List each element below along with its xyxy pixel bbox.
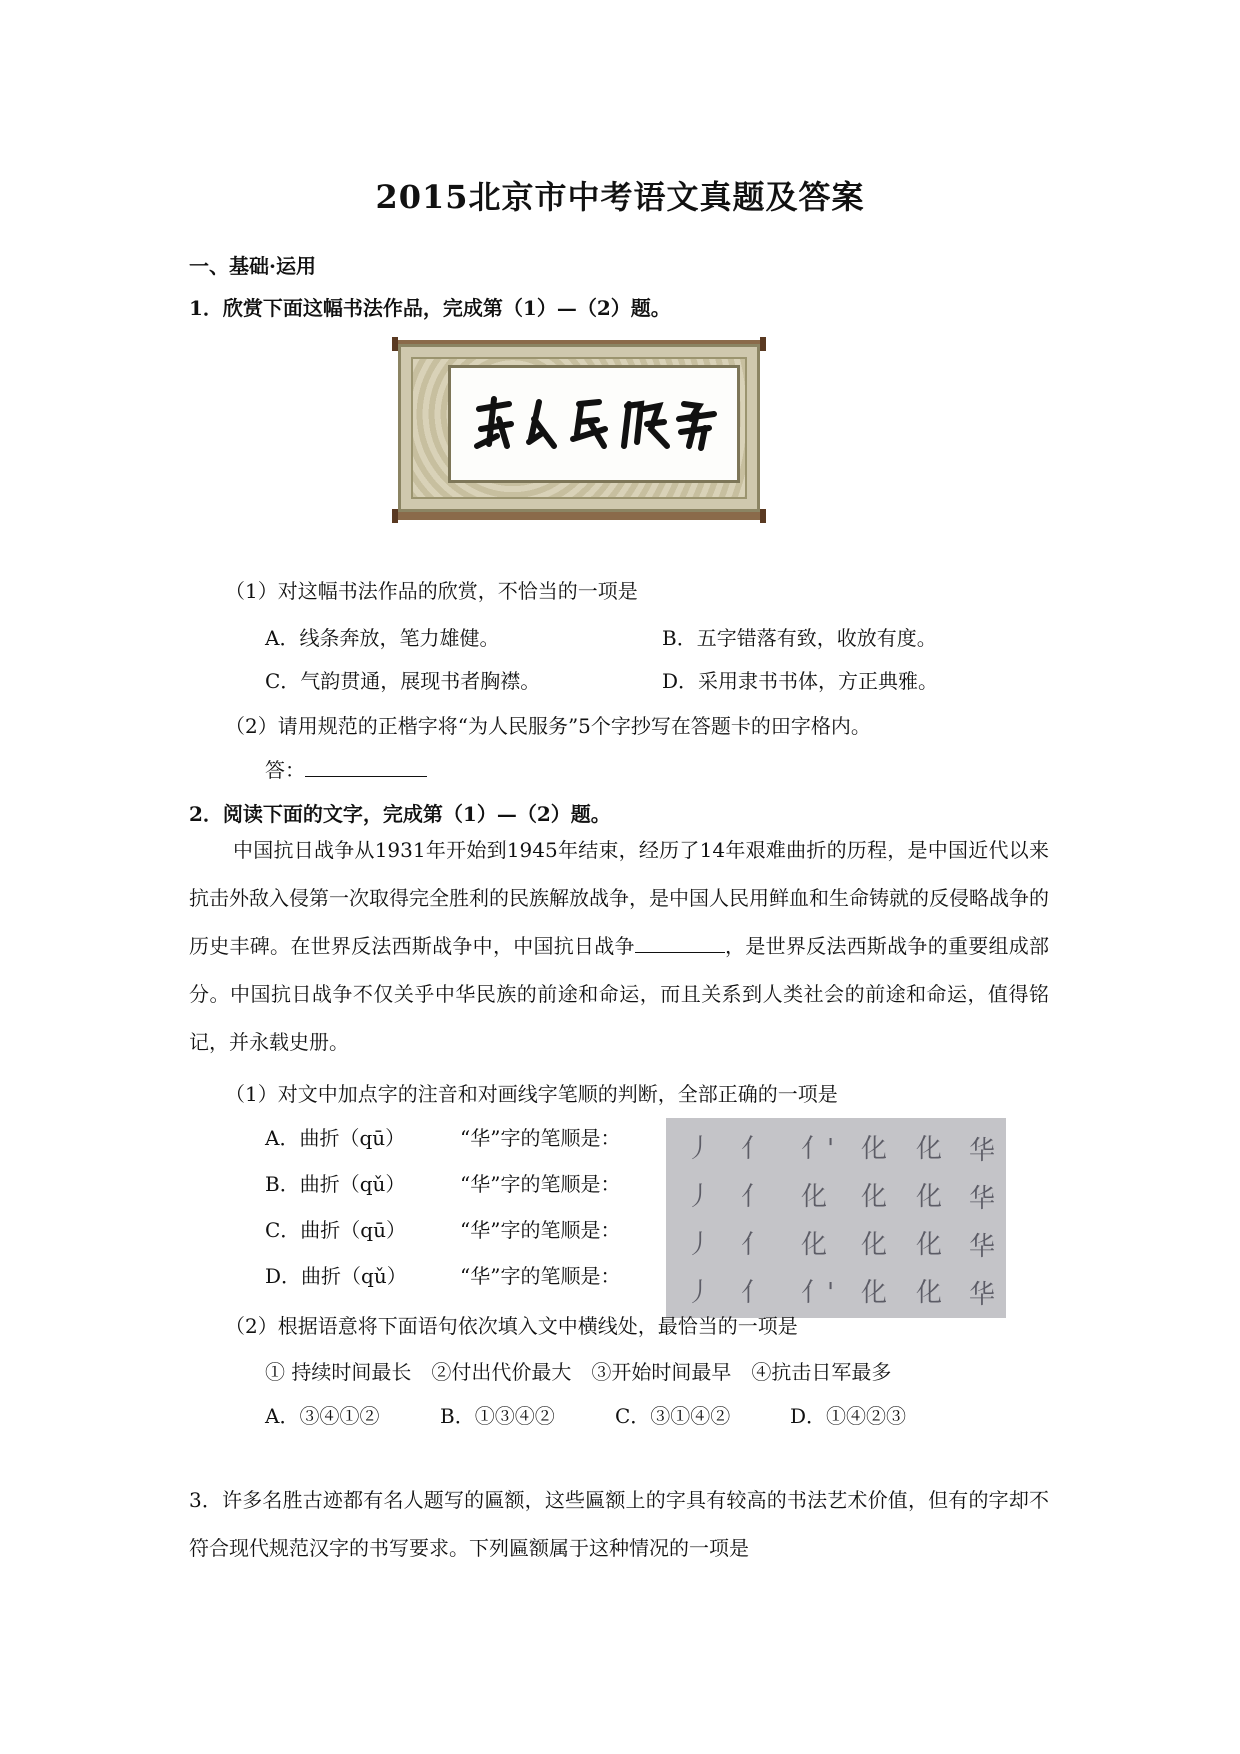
stroke-glyph: 化 xyxy=(861,1182,888,1212)
q1-option-a: A．线条奔放，笔力雄健。 xyxy=(265,626,500,650)
stroke-order-image xyxy=(666,1118,1006,1318)
calligraphy-brush-strokes xyxy=(469,384,719,464)
q1-option-c: C．气韵贯通，展现书者胸襟。 xyxy=(265,669,541,693)
stroke-glyph: 亻 xyxy=(741,1134,768,1164)
scroll-knob xyxy=(760,509,766,523)
stroke-glyph: 化 xyxy=(861,1230,888,1260)
q1-heading: 1．欣赏下面这幅书法作品，完成第（1）—（2）题。 xyxy=(189,296,671,320)
q2-sub2: （2）根据语意将下面语句依次填入文中横线处，最恰当的一项是 xyxy=(225,1314,798,1338)
passage-blank xyxy=(635,932,725,953)
stroke-glyph: 化 xyxy=(916,1230,943,1260)
passage-part-1: 中国抗日战争从1931年开始到1945年结束，经历了14年艰难曲折的历程，是中国近代以来抗击外敌入侵第一次取得完全胜利的民族解放战争，是中国人民用鲜血和生命铸就的反侵略战争的历史丰碑。在世界反法西斯战争中，中国抗日战争 xyxy=(189,838,1049,958)
q1-sub2: （2）请用规范的正楷字将“为人民服务”5个字抄写在答题卡的田字格内。 xyxy=(225,714,871,738)
stroke-glyph: 化 xyxy=(916,1278,943,1308)
q2-choice-b: B．①③④② xyxy=(440,1404,555,1428)
scroll-knob xyxy=(760,337,766,351)
stroke-glyph: 化 xyxy=(916,1182,943,1212)
stroke-glyph: 华 xyxy=(969,1232,996,1262)
q2-option-d-stroke: “华”字的笔顺是： xyxy=(460,1264,621,1288)
passage-part-2: ，是世界反法西斯战争的重要组成部分。中国抗日战争不仅关乎中华民族的前途和命运，而且关系到人类社会的前途和命运，值得铭记，并永载史册。 xyxy=(189,934,1050,1054)
answer-blank xyxy=(305,756,427,777)
calligraphy-paper xyxy=(448,365,740,483)
stroke-glyph: 华 xyxy=(969,1280,996,1310)
q2-choice-a: A．③④①② xyxy=(265,1404,380,1428)
q1-sub1: （1）对这幅书法作品的欣赏，不恰当的一项是 xyxy=(225,579,638,603)
q2-option-c: C．曲折（qū） xyxy=(265,1218,406,1242)
section-heading: 一、基础·运用 xyxy=(189,254,316,278)
stroke-glyph: 丿 xyxy=(686,1182,713,1212)
q2-sub1: （1）对文中加点字的注音和对画线字笔顺的判断，全部正确的一项是 xyxy=(225,1082,838,1106)
q1-option-b: B．五字错落有致，收放有度。 xyxy=(662,626,937,650)
stroke-glyph: 丿 xyxy=(686,1278,713,1308)
stroke-glyph: 化 xyxy=(916,1134,943,1164)
stroke-glyph: 丿 xyxy=(686,1230,713,1260)
q2-option-b-stroke: “华”字的笔顺是： xyxy=(460,1172,621,1196)
stroke-glyph: 华 xyxy=(969,1136,996,1166)
q1-answer-line xyxy=(265,754,427,783)
page-title: 2015北京市中考语文真题及答案 xyxy=(375,178,865,216)
q2-option-d: D．曲折（qǔ） xyxy=(265,1264,407,1288)
stroke-glyph: 亻' xyxy=(801,1134,835,1164)
q2-option-b: B．曲折（qǔ） xyxy=(265,1172,406,1196)
stroke-glyph: 亻 xyxy=(741,1278,768,1308)
q2-option-c-stroke: “华”字的笔顺是： xyxy=(460,1218,621,1242)
stroke-glyph: 化 xyxy=(861,1134,888,1164)
q2-option-a-stroke: “华”字的笔顺是： xyxy=(460,1126,621,1150)
stroke-glyph: 化 xyxy=(801,1230,828,1260)
q2-choice-d: D．①④②③ xyxy=(790,1404,907,1428)
stroke-glyph: 化 xyxy=(861,1278,888,1308)
q3-text: 3．许多名胜古迹都有名人题写的匾额，这些匾额上的字具有较高的书法艺术价值，但有的字却不符合现代规范汉字的书写要求。下列匾额属于这种情况的一项是 xyxy=(189,1488,1049,1560)
scroll-knob xyxy=(392,509,398,523)
stroke-glyph: 华 xyxy=(969,1184,996,1214)
scroll-bottom-rod xyxy=(392,512,766,520)
q2-option-a: A．曲折（qū） xyxy=(265,1126,406,1150)
q2-items: ① 持续时间最长 ②付出代价最大 ③开始时间最早 ④抗击日军最多 xyxy=(265,1360,892,1384)
stroke-glyph: 丿 xyxy=(686,1134,713,1164)
stroke-glyph: 亻' xyxy=(801,1278,835,1308)
stroke-glyph: 化 xyxy=(801,1182,828,1212)
q2-passage xyxy=(189,826,1049,1066)
q2-choice-c: C．③①④② xyxy=(615,1404,731,1428)
stroke-glyph: 亻 xyxy=(741,1230,768,1260)
answer-label: 答： xyxy=(265,758,305,782)
stroke-glyph: 亻 xyxy=(741,1182,768,1212)
q2-heading: 2．阅读下面的文字，完成第（1）—（2）题。 xyxy=(189,802,611,826)
q1-option-d: D．采用隶书书体，方正典雅。 xyxy=(662,669,939,693)
